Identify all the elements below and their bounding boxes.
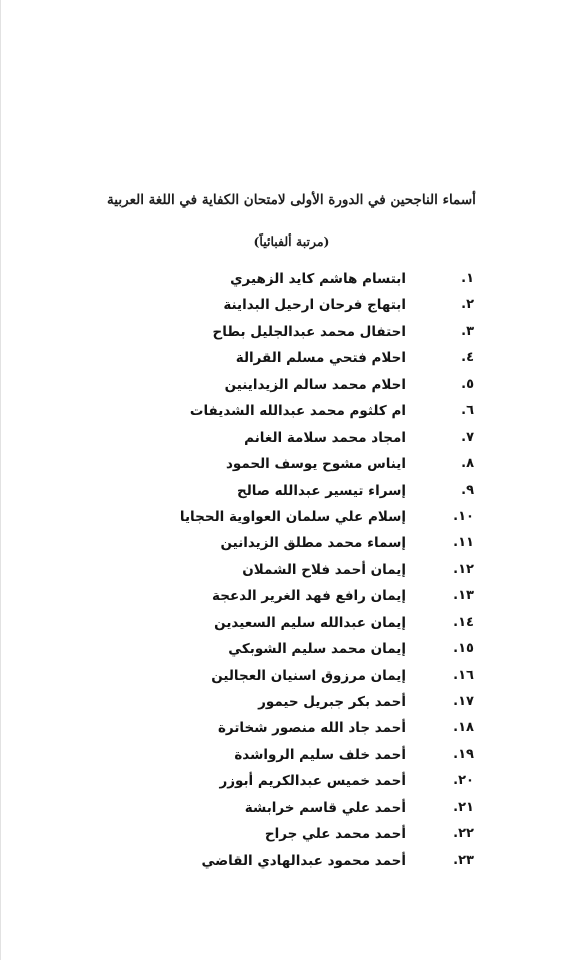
list-item: [210, 372, 474, 398]
item-name: أحمد خلف سليم الرواشدة: [234, 746, 406, 763]
item-name: أحمد جاد الله منصور شخاترة: [217, 720, 406, 737]
list-item: [210, 768, 474, 794]
list-item: [210, 689, 474, 715]
item-name: احتفال محمد عبدالجليل بطاح: [212, 323, 406, 340]
item-name: إيمان عبدالله سليم السعيدين: [214, 614, 406, 631]
document-subtitle: (مرتبة ألفبائياً): [253, 234, 330, 249]
list-item: [210, 345, 474, 371]
item-name: أحمد علي قاسم خرابشة: [244, 799, 406, 816]
item-number: ١٨.: [453, 720, 474, 736]
item-name: إسراء تيسير عبدالله صالح: [237, 482, 406, 499]
item-name: إيمان محمد سليم الشوبكي: [228, 641, 406, 658]
item-number: ١٩.: [453, 746, 474, 762]
item-name: إسلام علي سلمان العواوية الحجايا: [179, 508, 406, 525]
item-number: ١.: [461, 271, 474, 286]
item-number: ١٥.: [453, 641, 474, 657]
item-number: ٥.: [461, 376, 474, 392]
item-number: ١١.: [453, 535, 474, 551]
list-item: [210, 557, 474, 583]
item-number: ١٠.: [453, 508, 474, 524]
list-item: [210, 583, 474, 609]
list-item: [189, 398, 474, 424]
list-item: [179, 504, 474, 530]
item-number: ١٤.: [453, 614, 474, 630]
list-item: [210, 795, 474, 821]
item-name: احلام فتحي مسلم القرالة: [235, 350, 406, 367]
item-number: ٦.: [461, 403, 474, 419]
list-item: [210, 821, 474, 847]
list-item: [210, 425, 474, 451]
list-item: [210, 663, 474, 689]
item-number: ٧.: [461, 429, 474, 445]
item-number: ٢٣.: [453, 852, 474, 868]
item-name: إيمان أحمد فلاح الشملان: [242, 561, 406, 578]
list-item: [210, 530, 474, 556]
item-name: ام كلثوم محمد عبدالله الشديفات: [189, 403, 406, 420]
item-name: ابتهاج فرحان ارحيل البداينة: [223, 297, 406, 314]
item-name: أحمد خميس عبدالكريم أبوزر: [219, 773, 406, 790]
item-number: ٢.: [461, 297, 474, 313]
document-header: [20, 192, 563, 249]
list-item: [210, 266, 474, 292]
item-name: أحمد محمود عبدالهادي القاضي: [201, 852, 406, 869]
item-name: أحمد بكر جبريل حيمور: [258, 694, 406, 710]
list-item: [210, 451, 474, 477]
item-number: ٢١.: [453, 799, 474, 815]
item-name: امجاد محمد سلامة الغانم: [244, 429, 406, 446]
list-item: [210, 319, 474, 345]
list-item: [210, 636, 474, 662]
item-name: ابتسام هاشم كايد الزهيري: [230, 271, 406, 287]
names-list: [179, 266, 474, 874]
item-name: ايناس مشوح يوسف الحمود: [225, 456, 406, 473]
item-number: ٩.: [461, 482, 474, 498]
item-number: ٤.: [461, 350, 474, 366]
item-name: إيمان رافع فهد الغرير الدعجة: [212, 588, 406, 605]
item-name: إسماء محمد مطلق الزيدانين: [220, 535, 406, 552]
item-number: ١٢.: [453, 561, 474, 577]
item-name: إيمان مرزوق اسنيان العجالين: [211, 667, 406, 684]
item-number: ٢٠.: [453, 773, 474, 789]
item-number: ٨.: [461, 456, 474, 472]
list-item: [210, 715, 474, 741]
list-item: [210, 610, 474, 636]
item-number: ١٧.: [453, 694, 474, 709]
list-item: [210, 478, 474, 504]
item-number: ١٣.: [453, 588, 474, 604]
item-number: ١٦.: [453, 667, 474, 683]
item-name: احلام محمد سالم الزيداينين: [224, 376, 406, 393]
list-item: [210, 742, 474, 768]
document-title: أسماء الناجحين في الدورة الأولى لامتحان الكفاية في اللغة العربية: [107, 192, 476, 208]
item-name: أحمد محمد علي جراح: [264, 826, 406, 843]
item-number: ٣.: [461, 323, 474, 339]
item-number: ٢٢.: [453, 826, 474, 842]
list-item: [210, 292, 474, 318]
list-item: [201, 848, 474, 874]
